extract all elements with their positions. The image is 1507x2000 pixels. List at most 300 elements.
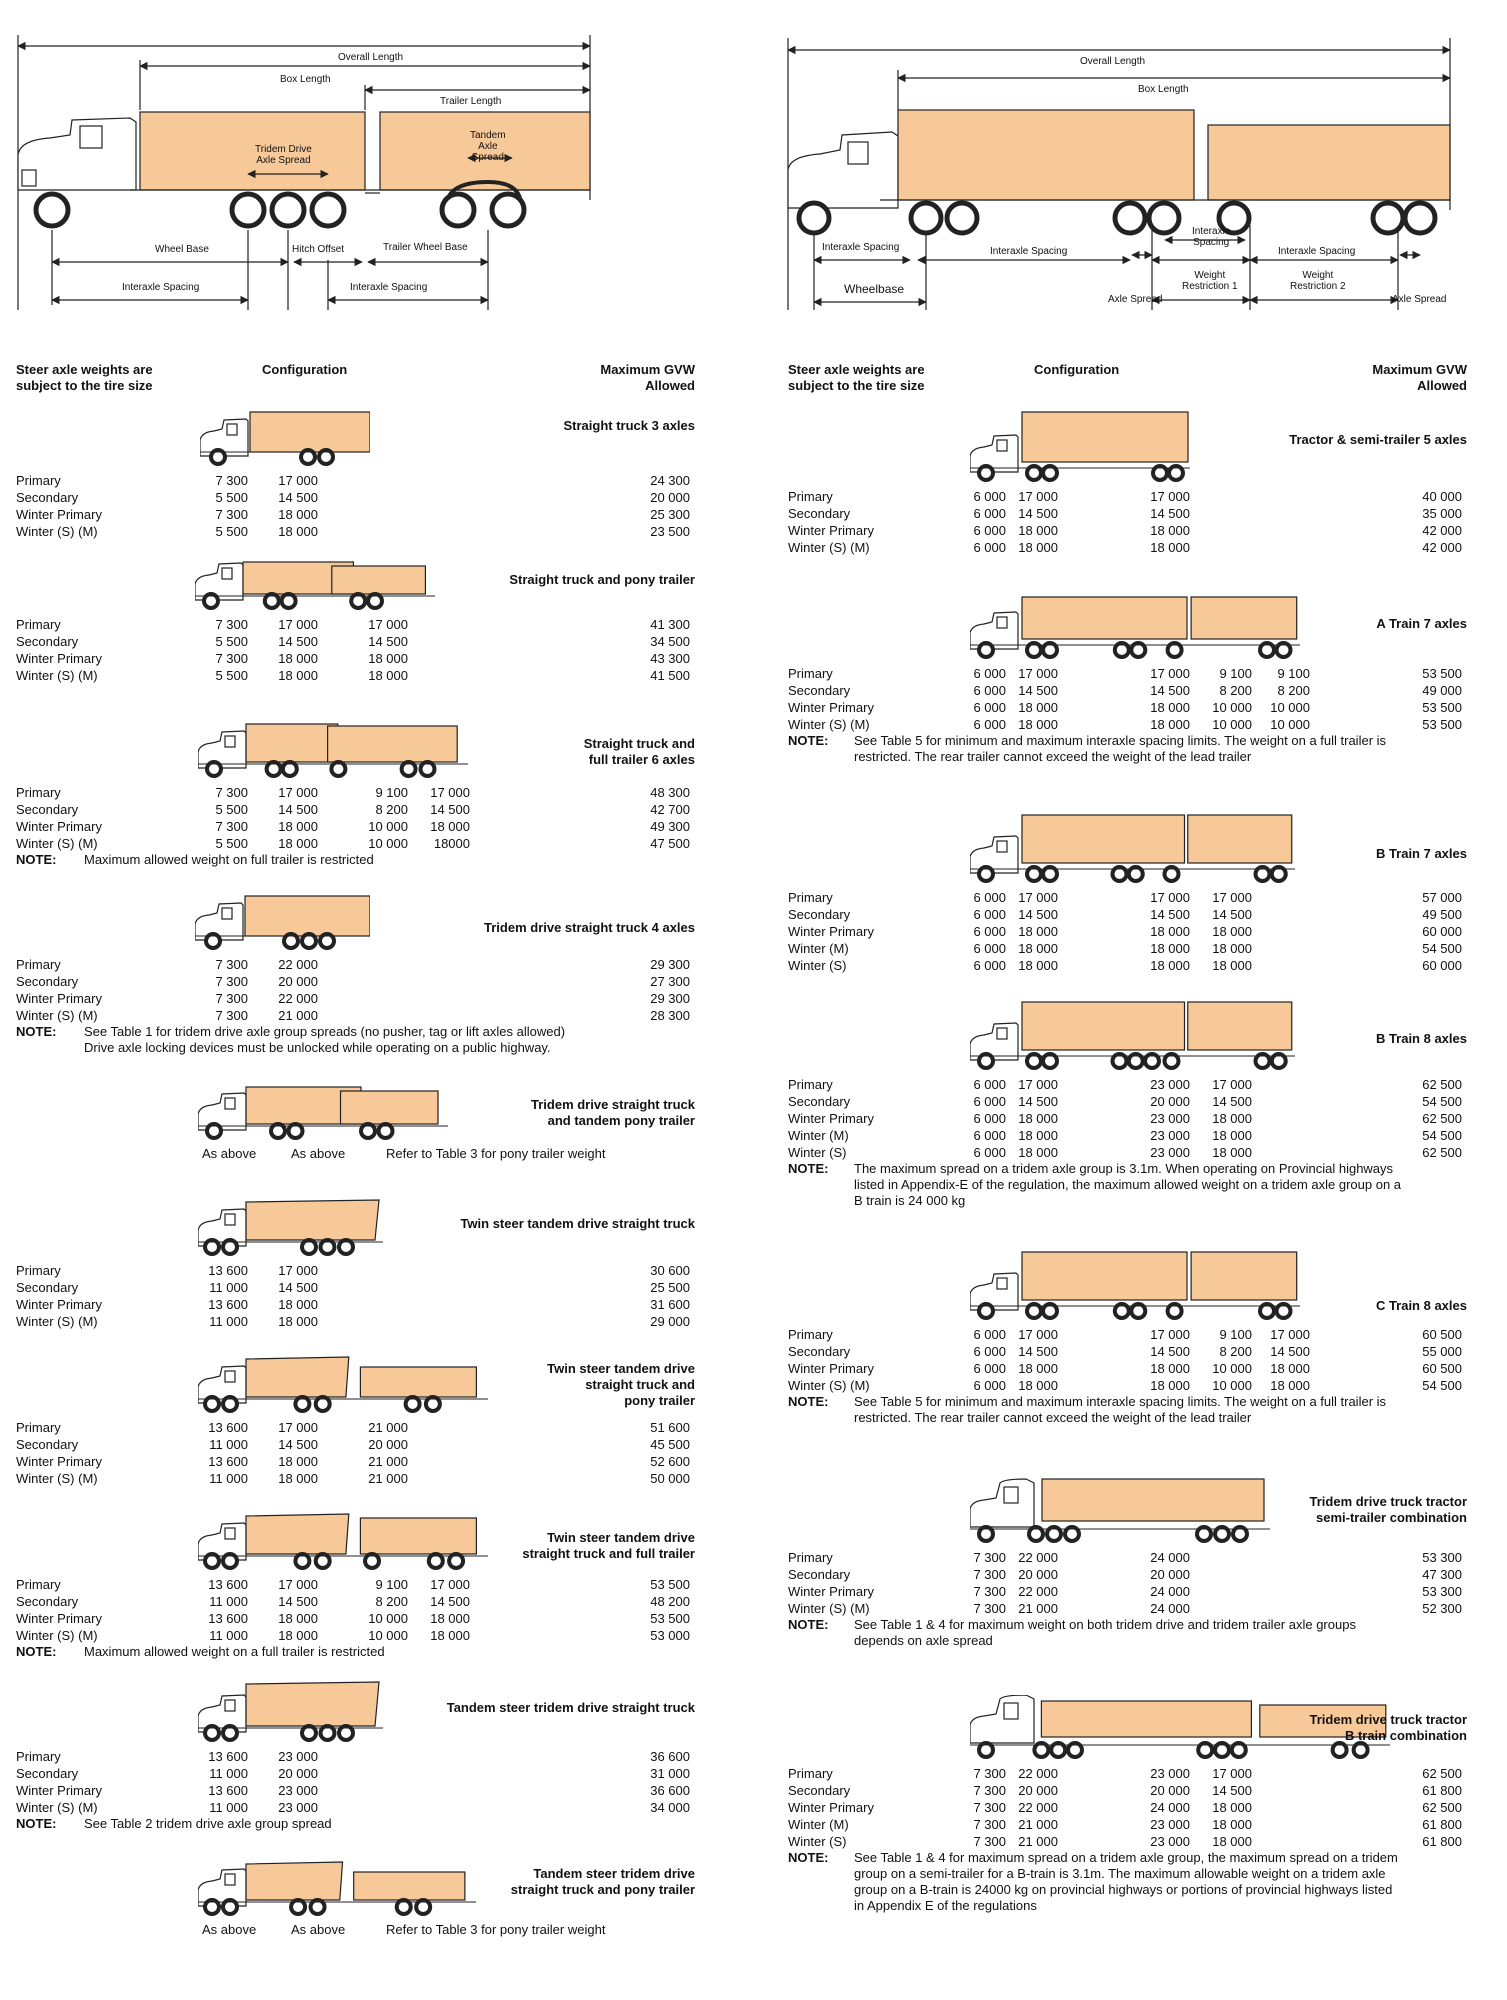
axle-weight: 14 500	[278, 802, 318, 817]
axle-weight: 22 000	[278, 957, 318, 972]
as-above-text: Refer to Table 3 for pony trailer weight	[386, 1922, 606, 1937]
row-label: Winter (S) (M)	[16, 1314, 98, 1329]
axle-weight: 17 000	[1150, 1327, 1190, 1342]
row-label: Secondary	[16, 1766, 79, 1781]
weight-row	[0, 1076, 1507, 1093]
axle-weight: 17 000	[430, 1577, 470, 1592]
label-interaxle-right-3: Interaxle Spacing	[1192, 226, 1231, 248]
gvw-value: 53 500	[1422, 700, 1462, 715]
gvw-value: 35 000	[1422, 506, 1462, 521]
gvw-value: 45 500	[650, 1437, 690, 1452]
axle-weight: 6 000	[973, 890, 1006, 905]
axle-weight: 6 000	[973, 1145, 1006, 1160]
config-title: Straight truck 3 axles	[563, 418, 695, 433]
row-label: Winter Primary	[788, 1584, 874, 1599]
axle-weight: 7 300	[215, 473, 248, 488]
weight-row	[0, 1110, 1507, 1127]
gvw-value: 62 500	[1422, 1077, 1462, 1092]
axle-weight: 5 500	[215, 836, 248, 851]
left-dimension-diagram	[10, 30, 600, 310]
axle-weight: 18 000	[278, 1454, 318, 1469]
weight-row	[0, 1377, 1507, 1394]
axle-weight: 10 000	[368, 1611, 408, 1626]
note-label: NOTE:	[788, 733, 829, 748]
gvw-value: 42 700	[650, 802, 690, 817]
axle-weight: 5 500	[215, 668, 248, 683]
config-title: Tridem drive straight truck and tandem pony trailer	[531, 1097, 695, 1128]
axle-weight: 9 100	[1277, 666, 1310, 681]
axle-weight: 18 000	[1150, 924, 1190, 939]
axle-weight: 13 600	[208, 1783, 248, 1798]
axle-weight: 17 000	[1018, 890, 1058, 905]
axle-weight: 10 000	[1270, 700, 1310, 715]
header-steer-right: Steer axle weights are subject to the tire size	[788, 362, 925, 393]
weight-row	[0, 1566, 1507, 1583]
gvw-value: 31 600	[650, 1297, 690, 1312]
config-title: Tridem drive truck tractor semi-trailer combination	[1309, 1494, 1467, 1525]
axle-weight: 8 200	[375, 802, 408, 817]
config-title: Twin steer tandem drive straight truck and pony trailer	[547, 1361, 695, 1408]
config-title: Straight truck and pony trailer	[509, 572, 695, 587]
axle-weight: 8 200	[375, 1594, 408, 1609]
truck-config-illustration	[200, 408, 370, 471]
row-label: Primary	[16, 1749, 61, 1764]
axle-weight: 14 500	[430, 802, 470, 817]
axle-weight: 7 300	[973, 1783, 1006, 1798]
axle-weight: 18 000	[1018, 1361, 1058, 1376]
note-label: NOTE:	[16, 1816, 57, 1831]
axle-weight: 7 300	[215, 651, 248, 666]
axle-weight: 23 000	[1150, 1817, 1190, 1832]
axle-weight: 21 000	[1018, 1601, 1058, 1616]
row-label: Winter Primary	[788, 1361, 874, 1376]
axle-weight: 17 000	[1212, 890, 1252, 905]
label-axle-spread-2: Axle Spread	[1392, 294, 1447, 305]
gvw-value: 55 000	[1422, 1344, 1462, 1359]
weight-row	[0, 682, 1507, 699]
axle-weight: 24 000	[1150, 1601, 1190, 1616]
note-text: See Table 1 & 4 for maximum weight on both tridem drive and tridem trailer axle groups depends on axle spread	[854, 1617, 1356, 1648]
gvw-value: 31 000	[650, 1766, 690, 1781]
axle-weight: 10 000	[1270, 717, 1310, 732]
gvw-value: 50 000	[650, 1471, 690, 1486]
row-label: Primary	[788, 1766, 833, 1781]
as-above-text: As above	[202, 1146, 257, 1161]
axle-weight: 9 100	[375, 1577, 408, 1592]
gvw-value: 52 600	[650, 1454, 690, 1469]
row-label: Winter (M)	[788, 941, 849, 956]
axle-weight: 14 500	[278, 1594, 318, 1609]
axle-weight: 18 000	[1018, 1145, 1058, 1160]
axle-weight: 7 300	[973, 1584, 1006, 1599]
weight-row	[0, 940, 1507, 957]
row-label: Secondary	[16, 490, 79, 505]
weight-row	[0, 1144, 1507, 1161]
gvw-value: 48 300	[650, 785, 690, 800]
row-label: Winter Primary	[788, 700, 874, 715]
gvw-value: 29 300	[650, 991, 690, 1006]
axle-weight: 14 500	[1018, 1094, 1058, 1109]
axle-weight: 18 000	[1018, 700, 1058, 715]
row-label: Winter (S) (M)	[16, 1471, 98, 1486]
note-text: Maximum allowed weight on full trailer is restricted	[84, 852, 374, 867]
config-title: Tractor & semi-trailer 5 axles	[1289, 432, 1467, 447]
config-title: B Train 7 axles	[1375, 846, 1467, 861]
axle-weight: 22 000	[1018, 1800, 1058, 1815]
axle-weight: 5 500	[215, 634, 248, 649]
row-label: Secondary	[788, 506, 851, 521]
gvw-value: 27 300	[650, 974, 690, 989]
weight-row	[0, 1436, 1507, 1453]
row-label: Secondary	[16, 802, 79, 817]
row-label: Winter (S) (M)	[16, 836, 98, 851]
axle-weight: 20 000	[1018, 1567, 1058, 1582]
row-label: Secondary	[16, 634, 79, 649]
axle-weight: 18 000	[368, 651, 408, 666]
axle-weight: 7 300	[973, 1766, 1006, 1781]
axle-weight: 23 000	[278, 1800, 318, 1815]
header-config-right: Configuration	[1034, 362, 1120, 377]
config-title: Tandem steer tridem drive straight truck	[446, 1700, 695, 1715]
truck-config-illustration	[970, 1000, 1295, 1075]
gvw-value: 54 500	[1422, 941, 1462, 956]
truck-config-illustration	[198, 1680, 383, 1747]
weight-row	[0, 889, 1507, 906]
axle-weight: 18 000	[1150, 958, 1190, 973]
axle-weight: 17 000	[1270, 1327, 1310, 1342]
gvw-value: 53 500	[1422, 666, 1462, 681]
gvw-value: 60 500	[1422, 1361, 1462, 1376]
gvw-value: 54 500	[1422, 1094, 1462, 1109]
row-label: Winter Primary	[16, 1297, 102, 1312]
truck-config-illustration	[195, 560, 435, 615]
axle-weight: 14 500	[1018, 506, 1058, 521]
axle-weight: 20 000	[278, 1766, 318, 1781]
row-label: Primary	[788, 1327, 833, 1342]
axle-weight: 17 000	[1150, 666, 1190, 681]
weight-row	[0, 505, 1507, 522]
axle-weight: 14 500	[368, 634, 408, 649]
axle-weight: 18 000	[1150, 700, 1190, 715]
row-label: Winter Primary	[788, 1111, 874, 1126]
gvw-value: 41 500	[650, 668, 690, 683]
gvw-value: 60 500	[1422, 1327, 1462, 1342]
gvw-value: 47 500	[650, 836, 690, 851]
axle-weight: 5 500	[215, 524, 248, 539]
axle-weight: 17 000	[278, 473, 318, 488]
axle-weight: 7 300	[215, 991, 248, 1006]
weight-row	[0, 1453, 1507, 1470]
axle-weight: 18000	[433, 836, 470, 851]
axle-weight: 11 000	[209, 1628, 248, 1643]
weight-row	[0, 957, 1507, 974]
axle-weight: 14 500	[1018, 683, 1058, 698]
row-label: Winter (S) (M)	[16, 1628, 98, 1643]
axle-weight: 23 000	[1150, 1834, 1190, 1849]
axle-weight: 18 000	[1018, 523, 1058, 538]
row-label: Winter Primary	[16, 651, 102, 666]
weight-row	[0, 1765, 1507, 1782]
axle-weight: 21 000	[368, 1471, 408, 1486]
row-label: Winter Primary	[788, 1800, 874, 1815]
label-hitch-offset: Hitch Offset	[292, 244, 345, 255]
axle-weight: 22 000	[1018, 1584, 1058, 1599]
truck-config-illustration	[970, 595, 1300, 664]
row-label: Secondary	[788, 1344, 851, 1359]
axle-weight: 6 000	[973, 506, 1006, 521]
config-title: Tridem drive straight truck 4 axles	[484, 920, 695, 935]
gvw-value: 62 500	[1422, 1766, 1462, 1781]
weight-row	[0, 1782, 1507, 1799]
axle-weight: 18 000	[1150, 1361, 1190, 1376]
axle-weight: 18 000	[430, 819, 470, 834]
label-trailer-length: Trailer Length	[440, 96, 502, 107]
axle-weight: 17 000	[368, 617, 408, 632]
axle-weight: 6 000	[973, 907, 1006, 922]
label-tandem-spread: Tandem Axle Spread	[470, 130, 506, 163]
gvw-value: 52 300	[1422, 1601, 1462, 1616]
gvw-value: 53 500	[650, 1577, 690, 1592]
axle-weight: 14 500	[278, 490, 318, 505]
axle-weight: 7 300	[215, 957, 248, 972]
row-label: Winter Primary	[788, 924, 874, 939]
row-label: Winter Primary	[16, 819, 102, 834]
axle-weight: 20 000	[1150, 1567, 1190, 1582]
label-interaxle-right-1: Interaxle Spacing	[822, 242, 900, 253]
axle-weight: 18 000	[1018, 941, 1058, 956]
truck-config-illustration	[970, 813, 1295, 888]
axle-weight: 18 000	[278, 1628, 318, 1643]
gvw-value: 20 000	[650, 490, 690, 505]
row-label: Winter Primary	[16, 1783, 102, 1798]
weight-row	[0, 665, 1507, 682]
weight-row	[0, 784, 1507, 801]
axle-weight: 6 000	[973, 1327, 1006, 1342]
gvw-value: 53 000	[650, 1628, 690, 1643]
axle-weight: 24 000	[1150, 1800, 1190, 1815]
right-dimension-diagram	[780, 30, 1460, 310]
axle-weight: 22 000	[278, 991, 318, 1006]
row-label: Primary	[16, 957, 61, 972]
axle-weight: 6 000	[973, 1077, 1006, 1092]
gvw-value: 62 500	[1422, 1145, 1462, 1160]
note-text: See Table 5 for minimum and maximum interaxle spacing limits. The weight on a full trailer is restricted. The rear trailer cannot exceed the weight of the lead trailer	[854, 1394, 1387, 1425]
axle-weight: 18 000	[1150, 717, 1190, 732]
row-label: Winter (S) (M)	[788, 1601, 870, 1616]
axle-weight: 14 500	[1150, 907, 1190, 922]
axle-weight: 8 200	[1277, 683, 1310, 698]
row-label: Primary	[788, 1550, 833, 1565]
axle-weight: 14 500	[278, 1437, 318, 1452]
label-wheelbase: Wheelbase	[844, 282, 905, 296]
axle-weight: 14 500	[430, 1594, 470, 1609]
gvw-value: 61 800	[1422, 1783, 1462, 1798]
axle-weight: 13 600	[208, 1454, 248, 1469]
gvw-value: 62 500	[1422, 1800, 1462, 1815]
axle-weight: 18 000	[430, 1628, 470, 1643]
axle-weight: 6 000	[973, 540, 1006, 555]
weight-row	[0, 1549, 1507, 1566]
axle-weight: 13 600	[208, 1749, 248, 1764]
as-above-text: As above	[291, 1146, 346, 1161]
axle-weight: 11 000	[209, 1594, 248, 1609]
config-title: A Train 7 axles	[1376, 616, 1467, 631]
axle-weight: 14 500	[1018, 907, 1058, 922]
axle-weight: 18 000	[278, 1611, 318, 1626]
axle-weight: 14 500	[1150, 683, 1190, 698]
gvw-value: 48 200	[650, 1594, 690, 1609]
weight-row	[0, 716, 1507, 733]
axle-weight: 18 000	[1212, 958, 1252, 973]
note-label: NOTE:	[16, 1024, 57, 1039]
axle-weight: 14 500	[1018, 1344, 1058, 1359]
label-axle-spread-1: Axle Spread	[1108, 294, 1163, 305]
row-label: Primary	[788, 666, 833, 681]
axle-weight: 11 000	[209, 1800, 248, 1815]
axle-weight: 17 000	[278, 1420, 318, 1435]
axle-weight: 18 000	[1150, 540, 1190, 555]
row-label: Winter (S)	[788, 958, 847, 973]
row-label: Primary	[16, 785, 61, 800]
row-label: Winter (M)	[788, 1817, 849, 1832]
axle-weight: 21 000	[1018, 1817, 1058, 1832]
weight-row	[0, 1816, 1507, 1833]
axle-weight: 10 000	[368, 1628, 408, 1643]
axle-weight: 7 300	[215, 1008, 248, 1023]
axle-weight: 6 000	[973, 523, 1006, 538]
axle-weight: 6 000	[973, 1378, 1006, 1393]
axle-weight: 18 000	[1150, 523, 1190, 538]
gvw-value: 34 000	[650, 1800, 690, 1815]
row-label: Primary	[16, 1577, 61, 1592]
label-interaxle-left-1: Interaxle Spacing	[122, 282, 200, 293]
row-label: Winter (S) (M)	[788, 540, 870, 555]
axle-weight: 18 000	[1212, 1800, 1252, 1815]
note-label: NOTE:	[16, 852, 57, 867]
axle-weight: 6 000	[973, 924, 1006, 939]
axle-weight: 6 000	[973, 958, 1006, 973]
label-box-length-left: Box Length	[280, 74, 331, 85]
axle-weight: 11 000	[209, 1314, 248, 1329]
axle-weight: 18 000	[1212, 941, 1252, 956]
weight-row	[0, 699, 1507, 716]
weight-row	[0, 923, 1507, 940]
weight-row	[0, 1326, 1507, 1343]
axle-weight: 18 000	[278, 819, 318, 834]
label-overall-length-left: Overall Length	[338, 52, 404, 63]
axle-weight: 18 000	[1018, 924, 1058, 939]
axle-weight: 14 500	[1212, 1094, 1252, 1109]
axle-weight: 21 000	[368, 1454, 408, 1469]
axle-weight: 17 000	[1018, 666, 1058, 681]
weight-row	[0, 906, 1507, 923]
axle-weight: 6 000	[973, 1361, 1006, 1376]
gvw-value: 60 000	[1422, 958, 1462, 973]
axle-weight: 18 000	[1212, 1834, 1252, 1849]
axle-weight: 7 300	[973, 1817, 1006, 1832]
axle-weight: 14 500	[1212, 1783, 1252, 1798]
row-label: Winter Primary	[16, 1454, 102, 1469]
axle-weight: 23 000	[1150, 1128, 1190, 1143]
row-label: Primary	[788, 1077, 833, 1092]
axle-weight: 14 500	[1150, 506, 1190, 521]
axle-weight: 13 600	[208, 1263, 248, 1278]
axle-weight: 23 000	[1150, 1766, 1190, 1781]
gvw-value: 34 500	[650, 634, 690, 649]
as-above-text: Refer to Table 3 for pony trailer weight	[386, 1146, 606, 1161]
axle-weight: 18 000	[1212, 1817, 1252, 1832]
label-trailer-wheel-base: Trailer Wheel Base	[383, 242, 468, 253]
weight-row	[0, 1833, 1507, 1850]
axle-weight: 7 300	[973, 1800, 1006, 1815]
axle-weight: 17 000	[1212, 1077, 1252, 1092]
gvw-value: 29 000	[650, 1314, 690, 1329]
axle-weight: 23 000	[1150, 1077, 1190, 1092]
axle-weight: 6 000	[973, 683, 1006, 698]
row-label: Winter (S) (M)	[16, 1800, 98, 1815]
axle-weight: 18 000	[1018, 1378, 1058, 1393]
row-label: Winter (S) (M)	[16, 524, 98, 539]
axle-weight: 21 000	[1018, 1834, 1058, 1849]
truck-config-illustration	[198, 1198, 383, 1261]
row-label: Secondary	[16, 974, 79, 989]
axle-weight: 23 000	[1150, 1145, 1190, 1160]
axle-weight: 6 000	[973, 941, 1006, 956]
row-label: Secondary	[788, 1094, 851, 1109]
axle-weight: 17 000	[278, 1263, 318, 1278]
gvw-value: 49 000	[1422, 683, 1462, 698]
axle-weight: 18 000	[278, 1471, 318, 1486]
gvw-value: 41 300	[650, 617, 690, 632]
truck-config-illustration	[198, 1860, 476, 1921]
axle-weight: 14 500	[1270, 1344, 1310, 1359]
axle-weight: 7 300	[973, 1601, 1006, 1616]
axle-weight: 24 000	[1150, 1584, 1190, 1599]
axle-weight: 18 000	[1270, 1378, 1310, 1393]
axle-weight: 14 500	[278, 1280, 318, 1295]
axle-weight: 20 000	[1018, 1783, 1058, 1798]
gvw-value: 49 300	[650, 819, 690, 834]
config-title: Straight truck and full trailer 6 axles	[583, 736, 695, 767]
axle-weight: 8 200	[1219, 683, 1252, 698]
config-title: C Train 8 axles	[1375, 1298, 1467, 1313]
row-label: Secondary	[788, 1567, 851, 1582]
note-label: NOTE:	[788, 1617, 829, 1632]
gvw-value: 23 500	[650, 524, 690, 539]
axle-weight: 17 000	[1150, 890, 1190, 905]
axle-weight: 18 000	[278, 1314, 318, 1329]
weight-row	[0, 522, 1507, 539]
axle-weight: 17 000	[1212, 1766, 1252, 1781]
axle-weight: 5 500	[215, 490, 248, 505]
axle-weight: 9 100	[375, 785, 408, 800]
header-steer-left: Steer axle weights are subject to the tire size	[16, 362, 153, 393]
axle-weight: 13 600	[208, 1611, 248, 1626]
gvw-value: 60 000	[1422, 924, 1462, 939]
axle-weight: 7 300	[215, 617, 248, 632]
row-label: Winter (S)	[788, 1145, 847, 1160]
weight-row	[0, 1127, 1507, 1144]
axle-weight: 7 300	[215, 507, 248, 522]
axle-weight: 10 000	[1212, 1361, 1252, 1376]
axle-weight: 9 100	[1219, 666, 1252, 681]
axle-weight: 23 000	[1150, 1111, 1190, 1126]
weight-row	[0, 1093, 1507, 1110]
axle-weight: 18 000	[1018, 540, 1058, 555]
axle-weight: 18 000	[1150, 1378, 1190, 1393]
axle-weight: 6 000	[973, 717, 1006, 732]
axle-weight: 10 000	[1212, 1378, 1252, 1393]
